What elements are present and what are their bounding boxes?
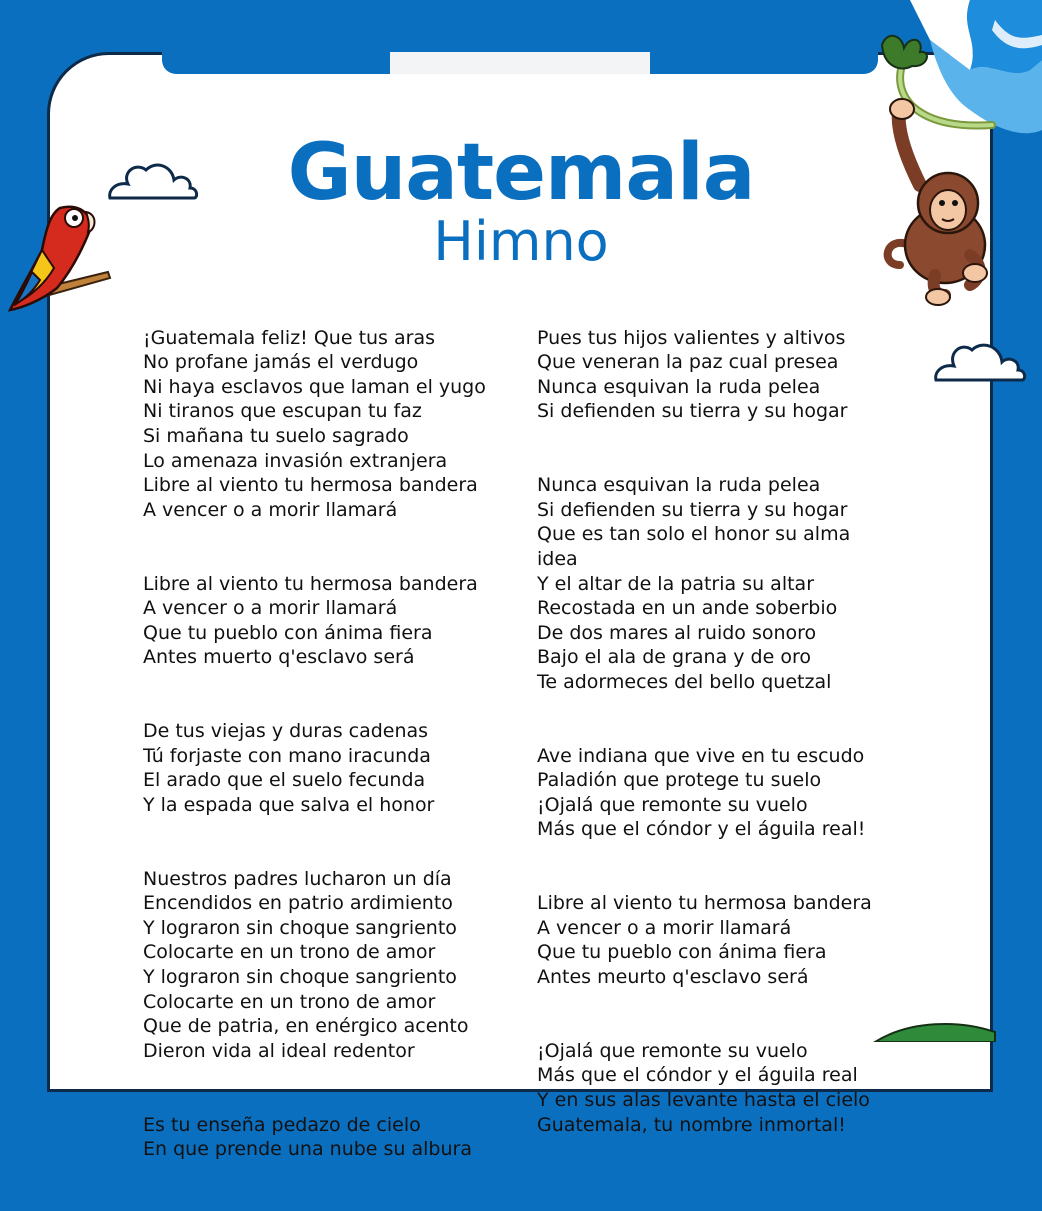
stanza: Nunca esquivan la ruda pelea Si defienden su tierra y su hogar Que es tan solo el honor su alma idea Y el altar de la patria su altar Recostada en un ande soberbio De dos mares al ruido sonoro Bajo el ala de grana y de oro Te adormeces del bello quetzal — [537, 474, 851, 693]
anthem-left-column — [143, 301, 523, 1211]
stanza: Nuestros padres lucharon un día Encendidos en patrio ardimiento Y lograron sin choque sangriento Colocarte en un trono de amor Y lograron sin choque sangriento Colocarte en un trono de amor Que de patria, en enérgico acento Dieron vida al ideal redentor — [143, 867, 469, 1062]
stanza: De tus viejas y duras cadenas Tú forjaste con mano iracunda El arado que el suelo fecunda Y la espada que salva el honor — [143, 720, 435, 816]
stanza: Libre al viento tu hermosa bandera A vencer o a morir llamará Que tu pueblo con ánima fiera Antes muerto q'esclavo será — [143, 572, 478, 669]
stanza: Pues tus hijos valientes y altivos Que veneran la paz cual presea Nunca esquivan la ruda pelea Si defienden su tierra y su hogar — [537, 326, 848, 423]
stanza: ¡Ojalá que remonte su vuelo Más que el cóndor y el águila real Y en sus alas levante hasta el cielo Guatemala, tu nombre inmortal! — [537, 1039, 870, 1136]
stanza: Ave indiana que vive en tu escudo Paladión que protege tu suelo ¡Ojalá que remonte su vuelo Más que el cóndor y el águila real! — [537, 744, 866, 841]
page-subtitle: Himno — [433, 210, 609, 273]
anthem-right-column — [537, 301, 917, 1186]
cloud-icon — [932, 338, 1026, 384]
flag-stripe-bar — [162, 52, 878, 74]
stanza: Libre al viento tu hermosa bandera A vencer o a morir llamará Que tu pueblo con ánima fiera Antes meurto q'esclavo será — [537, 892, 872, 989]
stanza: ¡Guatemala feliz! Que tus aras No profane jamás el verdugo Ni haya esclavos que laman el yugo Ni tiranos que escupan tu faz Si mañana tu suelo sagrado Lo amenaza invasión extranjera Libre al viento tu hermosa bandera A vencer o a morir llamará — [143, 326, 486, 521]
stanza: Es tu enseña pedazo de cielo En que prende una nube su albura — [143, 1113, 472, 1161]
page-title: Guatemala — [287, 128, 755, 218]
